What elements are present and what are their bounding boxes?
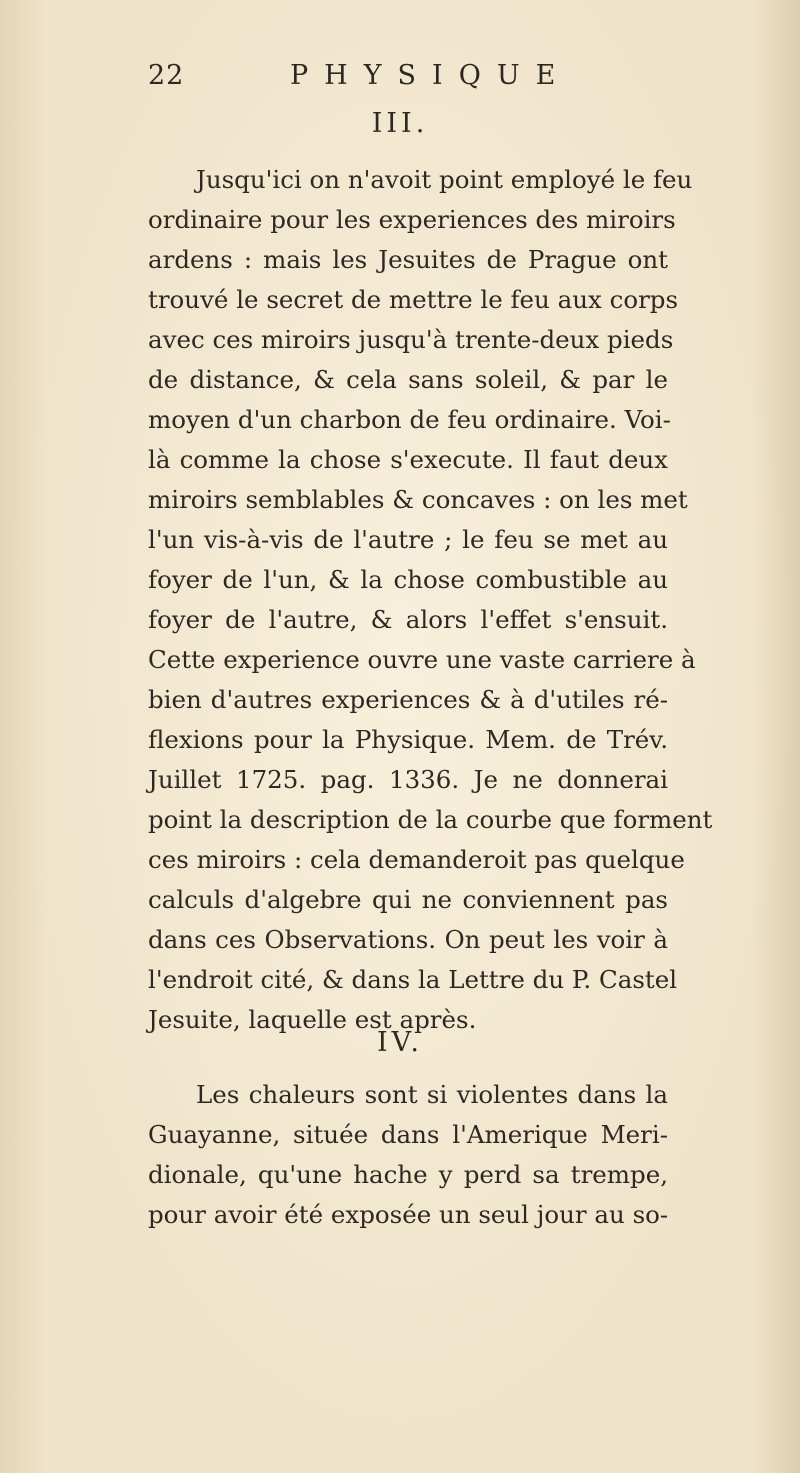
text-line: ordinaire pour les experiences des miroirs (148, 205, 676, 234)
text-line: Jusqu'ici on n'avoit point employé le feu (196, 165, 693, 194)
text-line: flexions pour la Physique. Mem. de Trév. (148, 725, 668, 754)
section-iv-body (148, 1075, 668, 1235)
text-line: de distance, & cela sans soleil, & par le (148, 365, 668, 394)
section-iii-body (148, 160, 713, 1040)
text-line: trouvé le secret de mettre le feu aux corps (148, 285, 679, 314)
text-line: foyer de l'un, & la chose combustible au (148, 565, 668, 594)
text-line: moyen d'un charbon de feu ordinaire. Voi- (148, 405, 671, 434)
running-title: PHYSIQUE (290, 60, 572, 91)
text-line: ces miroirs : cela demanderoit pas quelque (148, 845, 685, 874)
text-line: dionale, qu'une hache y perd sa trempe, (148, 1160, 668, 1189)
text-line: l'un vis-à-vis de l'autre ; le feu se met au (148, 525, 668, 554)
text-line: bien d'autres experiences & à d'utiles ré- (148, 685, 668, 714)
section-heading-iv: IV. (376, 1027, 424, 1058)
section-heading-iii: III. (371, 108, 429, 139)
text-line: Juillet 1725. pag. 1336. Je ne donnerai (148, 765, 668, 794)
text-line: calculs d'algebre qui ne conviennent pas (148, 885, 668, 914)
text-line: dans ces Observations. On peut les voir à (148, 925, 668, 954)
text-line: Cette experience ouvre une vaste carriere à (148, 645, 696, 674)
text-line: l'endroit cité, & dans la Lettre du P. Castel (148, 965, 678, 994)
page-number: 22 (148, 60, 185, 91)
text-line: Les chaleurs sont si violentes dans la (196, 1080, 668, 1109)
text-line: pour avoir été exposée un seul jour au so- (148, 1200, 669, 1229)
text-line: point la description de la courbe que forment (148, 805, 713, 834)
text-line: là comme la chose s'execute. Il faut deux (148, 445, 668, 474)
text-line: Guayanne, située dans l'Amerique Meri- (148, 1120, 668, 1149)
text-line: miroirs semblables & concaves : on les met (148, 485, 688, 514)
text-line: foyer de l'autre, & alors l'effet s'ensuit. (148, 605, 668, 634)
page-header (148, 60, 678, 100)
text-line: avec ces miroirs jusqu'à trente-deux pieds (148, 325, 674, 354)
text-line: Jesuite, laquelle est après. (148, 1005, 477, 1034)
text-line: ardens : mais les Jesuites de Prague ont (148, 245, 668, 274)
